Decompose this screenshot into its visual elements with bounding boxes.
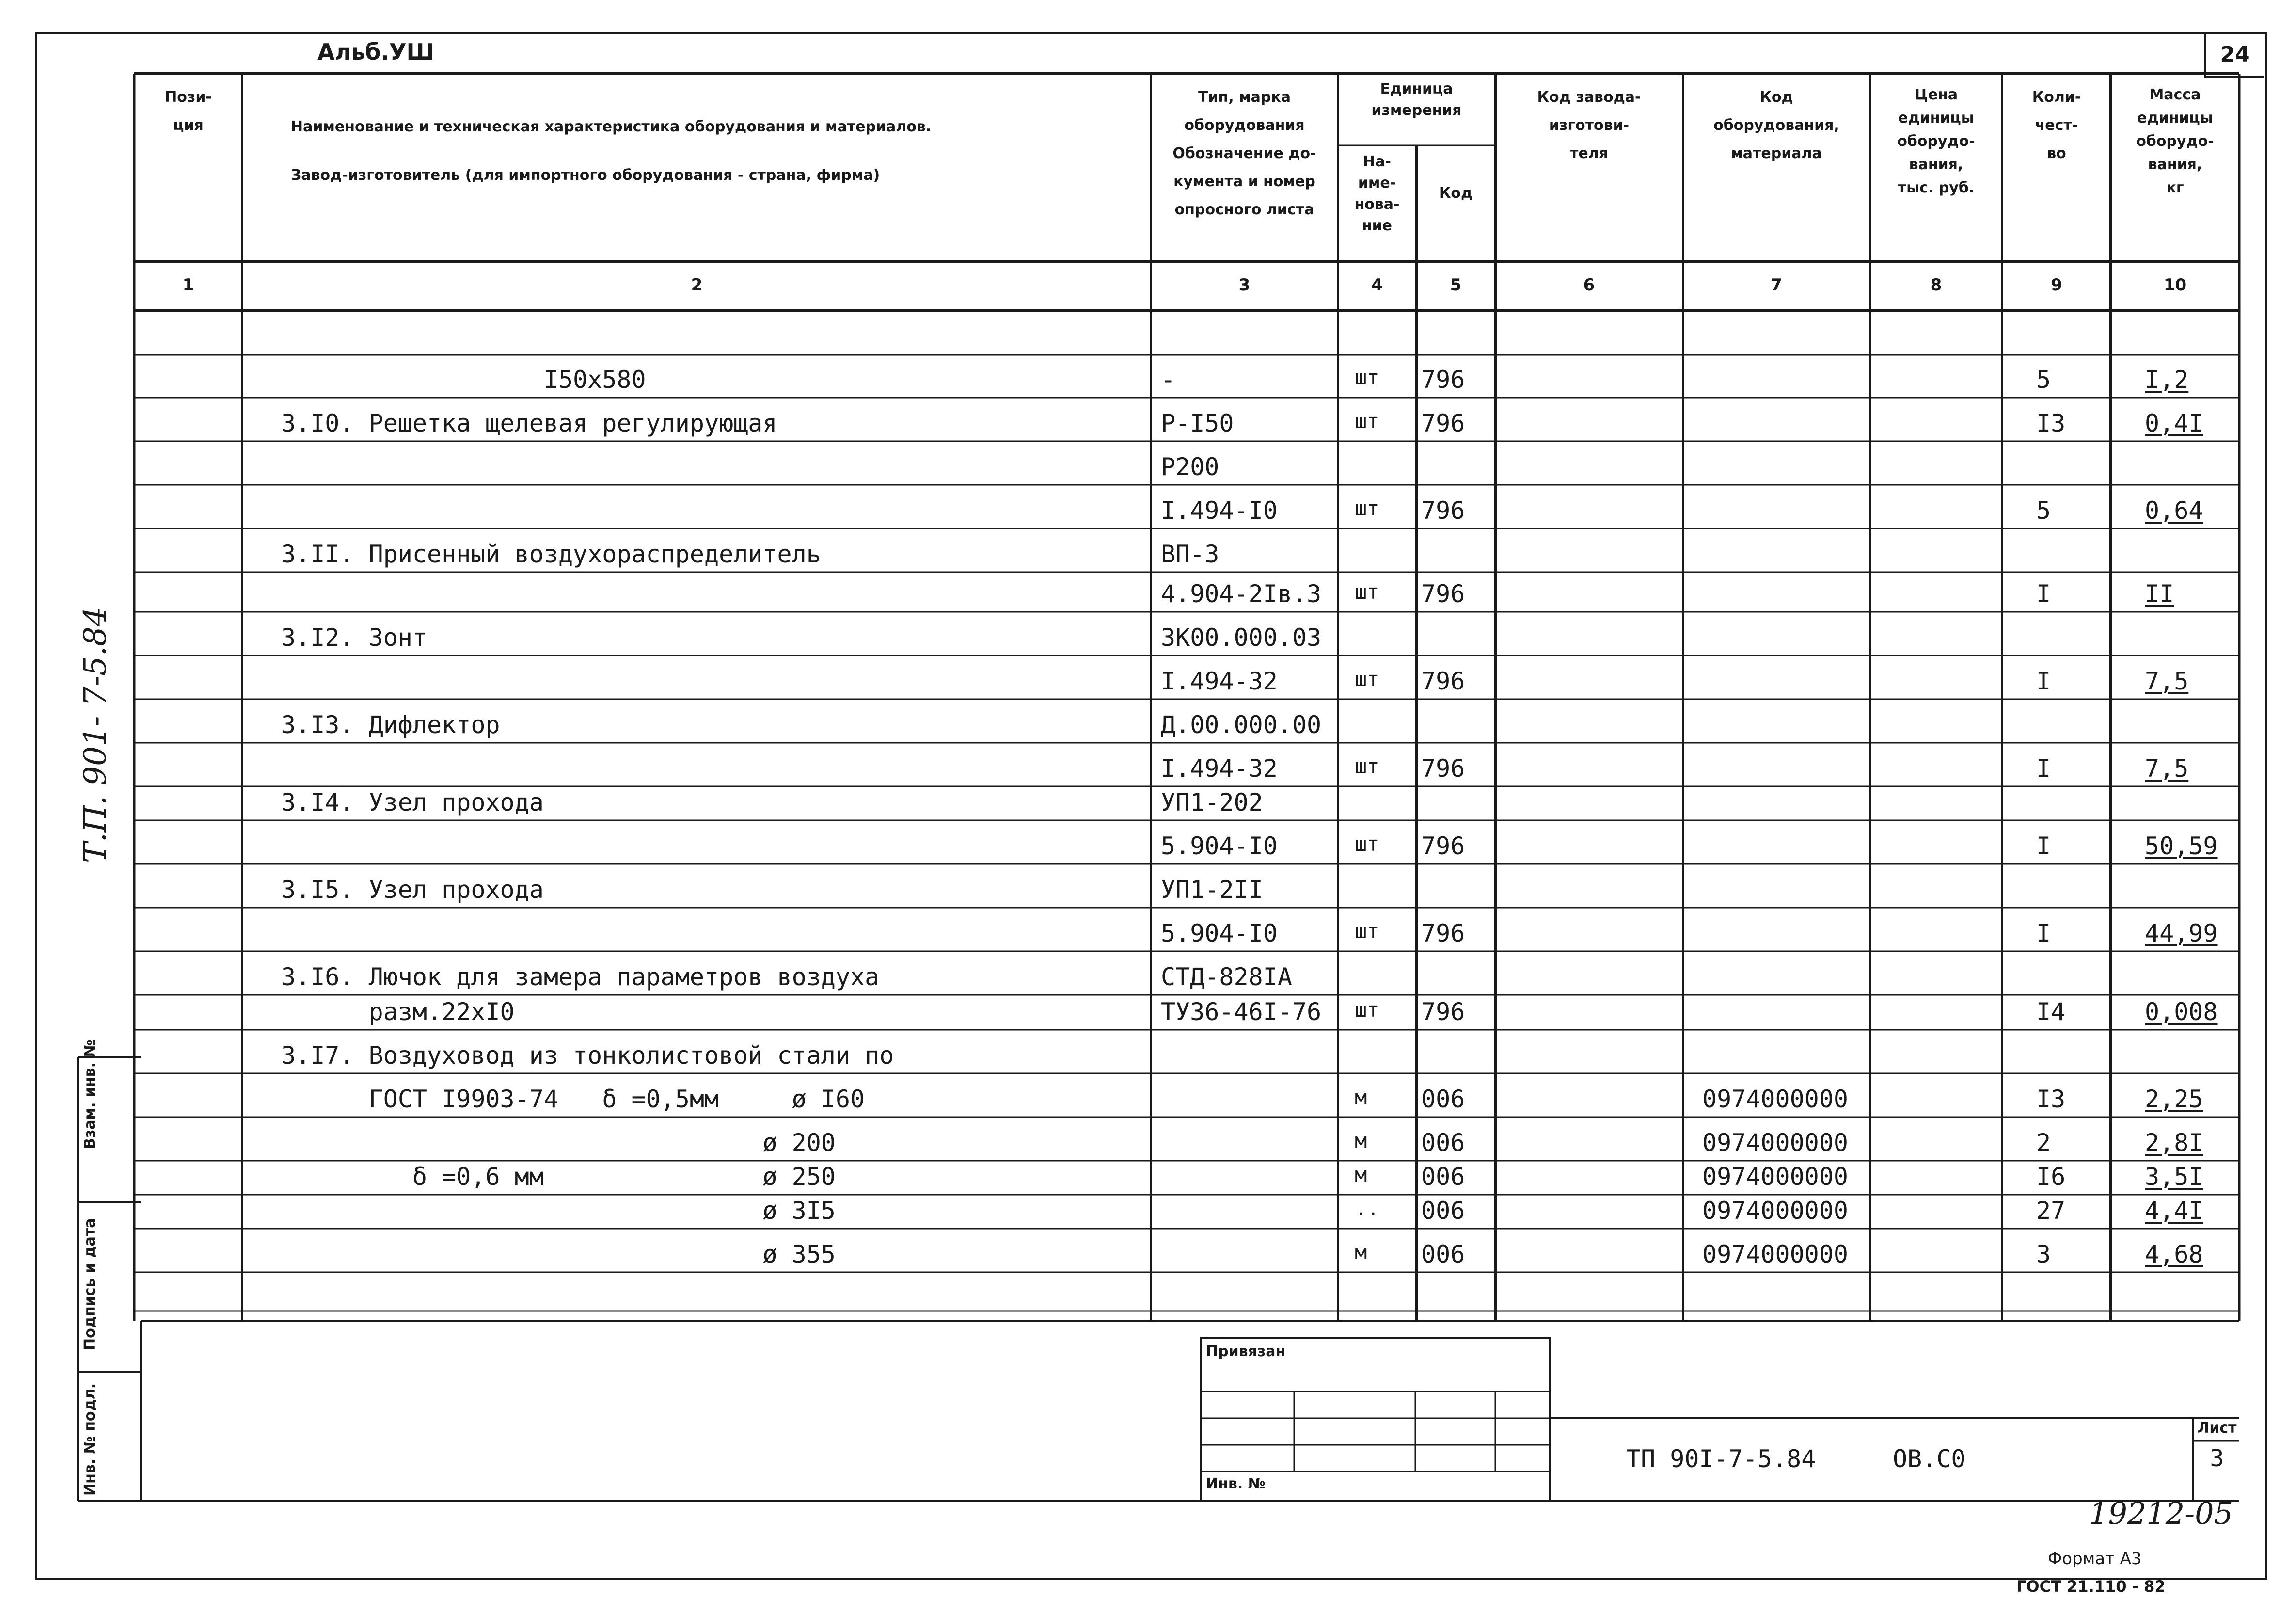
- row-name: ø 200: [281, 1129, 836, 1157]
- row-type: Р-I50: [1161, 409, 1234, 437]
- row-name: 3.I7. Воздуховод из тонколистовой стали по: [281, 1041, 894, 1070]
- row-name: 3.I5. Узел прохода: [281, 876, 544, 904]
- row-unit: шт: [1355, 366, 1379, 389]
- row-type: Р200: [1161, 453, 1219, 481]
- column-header-5: Код: [1439, 185, 1473, 202]
- row-type: I.494-32: [1161, 754, 1278, 783]
- column-header-1: Пози- ция: [165, 89, 212, 134]
- row-mass: 50,59: [2145, 832, 2218, 860]
- row-code: 006: [1421, 1197, 1465, 1225]
- gost-label: ГОСТ 21.110 - 82: [2016, 1577, 2166, 1596]
- row-type: I.494-I0: [1161, 496, 1278, 525]
- row-code: 796: [1421, 667, 1465, 695]
- row-code: 006: [1421, 1163, 1465, 1191]
- row-type: УП1-2II: [1161, 876, 1263, 904]
- row-code: 796: [1421, 998, 1465, 1026]
- row-unit: ..: [1355, 1197, 1379, 1220]
- row-name: δ =0,6 мм ø 250: [281, 1163, 836, 1191]
- side-handwriting: Т.П. 901- 7-5.84: [78, 607, 113, 863]
- column-header-4: На- име- нова- ние: [1354, 153, 1400, 234]
- row-unit: шт: [1355, 667, 1379, 691]
- row-mass: 44,99: [2145, 919, 2218, 947]
- format-label: Формат А3: [2048, 1549, 2142, 1568]
- row-quantity: 3: [2036, 1240, 2051, 1268]
- column-header-9: Коли- чест- во: [2032, 89, 2081, 162]
- doc-code: ТП 90I-7-5.84: [1626, 1445, 1816, 1473]
- row-name: 3.I2. Зонт: [281, 624, 428, 652]
- row-quantity: I3: [2036, 1085, 2066, 1113]
- column-number-3: 3: [1238, 275, 1251, 295]
- row-type: ВП-3: [1161, 540, 1219, 568]
- row-unit: шт: [1355, 409, 1379, 433]
- row-type: -: [1161, 366, 1176, 394]
- unit-group-header: Единица измерения: [1371, 80, 1462, 119]
- row-name: I50x580: [281, 366, 646, 394]
- row-code: 006: [1421, 1085, 1465, 1113]
- row-name: ГОСТ I9903-74 δ =0,5мм ø I60: [281, 1085, 865, 1113]
- row-unit: м: [1355, 1129, 1367, 1152]
- row-quantity: I4: [2036, 998, 2066, 1026]
- row-unit: шт: [1355, 919, 1379, 943]
- row-unit: м: [1355, 1085, 1367, 1109]
- row-mass: 7,5: [2145, 667, 2189, 695]
- row-code: 796: [1421, 580, 1465, 608]
- column-number-5: 5: [1450, 275, 1462, 295]
- row-code: 796: [1421, 366, 1465, 394]
- row-mass: 3,5I: [2145, 1163, 2203, 1191]
- row-type: 5.904-I0: [1161, 919, 1278, 947]
- row-name: 3.I4. Узел прохода: [281, 788, 544, 816]
- album-label: Альб.УШ: [317, 39, 434, 65]
- row-mass: 0,008: [2145, 998, 2218, 1026]
- row-quantity: I: [2036, 832, 2051, 860]
- row-quantity: I: [2036, 667, 2051, 695]
- row-quantity: 5: [2036, 496, 2051, 525]
- row-quantity: I: [2036, 580, 2051, 608]
- row-type: 4.904-2Iв.3: [1161, 580, 1322, 608]
- row-quantity: 27: [2036, 1197, 2066, 1225]
- row-equipment-code: 0974000000: [1702, 1085, 1849, 1113]
- side-stamp-inv: Инв. № подл.: [81, 1383, 98, 1496]
- row-type: Д.00.000.00: [1161, 711, 1322, 739]
- column-number-6: 6: [1583, 275, 1595, 295]
- row-unit: шт: [1355, 998, 1379, 1022]
- row-mass: 4,68: [2145, 1240, 2203, 1268]
- row-mass: II: [2145, 580, 2174, 608]
- row-equipment-code: 0974000000: [1702, 1163, 1849, 1191]
- row-type: УП1-202: [1161, 788, 1263, 816]
- row-code: 796: [1421, 754, 1465, 783]
- side-stamp-replace: Взам. инв. №: [81, 1039, 98, 1149]
- row-mass: 2,25: [2145, 1085, 2203, 1113]
- row-unit: м: [1355, 1163, 1367, 1186]
- stamp-inv-label: Инв. №: [1206, 1475, 1266, 1492]
- row-type: ТУ36-46I-76: [1161, 998, 1322, 1026]
- row-code: 796: [1421, 409, 1465, 437]
- doc-mark: ОВ.С0: [1893, 1445, 1966, 1473]
- row-name: ø 355: [281, 1240, 836, 1268]
- row-code: 796: [1421, 919, 1465, 947]
- row-unit: шт: [1355, 580, 1379, 604]
- page-number: 24: [2204, 34, 2264, 78]
- row-name: разм.22xI0: [281, 998, 515, 1026]
- column-number-9: 9: [2051, 275, 2062, 295]
- row-type: I.494-32: [1161, 667, 1278, 695]
- sheet-label: Лист: [2197, 1420, 2237, 1437]
- row-code: 796: [1421, 496, 1465, 525]
- row-mass: 0,4I: [2145, 409, 2203, 437]
- row-code: 006: [1421, 1129, 1465, 1157]
- row-mass: I,2: [2145, 366, 2189, 394]
- row-unit: м: [1355, 1240, 1367, 1264]
- column-number-7: 7: [1771, 275, 1782, 295]
- column-number-10: 10: [2163, 275, 2187, 295]
- row-quantity: 5: [2036, 366, 2051, 394]
- column-number-8: 8: [1930, 275, 1942, 295]
- row-quantity: I6: [2036, 1163, 2066, 1191]
- side-stamp-signature: Подпись и дата: [81, 1218, 98, 1350]
- sheet-number: 3: [2210, 1445, 2224, 1472]
- handwritten-number: 19212-05: [2089, 1496, 2233, 1531]
- column-number-2: 2: [691, 275, 703, 295]
- row-type: 5.904-I0: [1161, 832, 1278, 860]
- row-quantity: I3: [2036, 409, 2066, 437]
- row-mass: 7,5: [2145, 754, 2189, 783]
- row-code: 006: [1421, 1240, 1465, 1268]
- column-number-1: 1: [182, 275, 194, 295]
- row-equipment-code: 0974000000: [1702, 1240, 1849, 1268]
- column-header-8: Цена единицы оборудо- вания, тыс. руб.: [1897, 86, 1975, 196]
- row-type: СТД-828IА: [1161, 963, 1292, 991]
- row-quantity: 2: [2036, 1129, 2051, 1157]
- column-header-10: Масса единицы оборудо- вания, кг: [2136, 86, 2214, 196]
- row-name: ø 3I5: [281, 1197, 836, 1225]
- row-name: 3.II. Присенный воздухораспределитель: [281, 540, 821, 568]
- row-equipment-code: 0974000000: [1702, 1197, 1849, 1225]
- row-unit: шт: [1355, 754, 1379, 778]
- stamp-attached-label: Привязан: [1206, 1343, 1286, 1360]
- row-quantity: I: [2036, 754, 2051, 783]
- column-header-6: Код завода- изготови- теля: [1537, 89, 1641, 162]
- row-mass: 2,8I: [2145, 1129, 2203, 1157]
- row-mass: 4,4I: [2145, 1197, 2203, 1225]
- row-unit: шт: [1355, 832, 1379, 856]
- column-number-4: 4: [1371, 275, 1383, 295]
- row-name: 3.I0. Решетка щелевая регулирующая: [281, 409, 777, 437]
- column-header-3: Тип, марка оборудования Обозначение до- кумента и номер опросного листа: [1172, 89, 1316, 218]
- row-type: ЗК00.000.03: [1161, 624, 1322, 652]
- row-unit: шт: [1355, 496, 1379, 520]
- row-mass: 0,64: [2145, 496, 2203, 525]
- row-code: 796: [1421, 832, 1465, 860]
- row-name: 3.I6. Лючок для замера параметров воздуха: [281, 963, 880, 991]
- row-name: 3.I3. Дифлектор: [281, 711, 500, 739]
- row-equipment-code: 0974000000: [1702, 1129, 1849, 1157]
- row-quantity: I: [2036, 919, 2051, 947]
- column-header-7: Код оборудования, материала: [1713, 89, 1839, 162]
- column-header-2: Наименование и техническая характеристика оборудования и материалов. Завод-изготовитель (для импортного оборудования - страна, фирма): [291, 118, 932, 184]
